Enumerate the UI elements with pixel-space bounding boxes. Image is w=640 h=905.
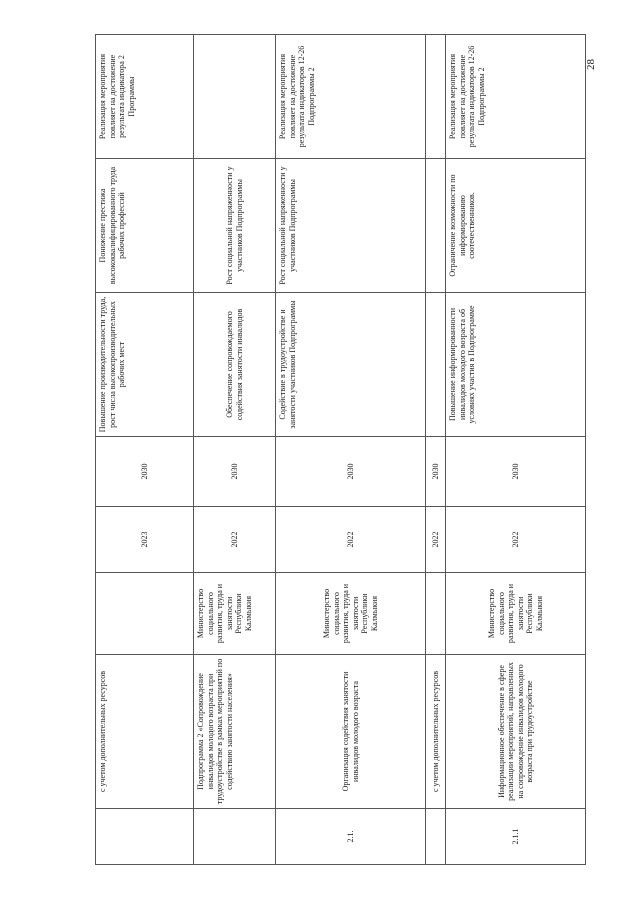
cell-number: 2.1.1 <box>446 809 586 865</box>
cell-start-year: 2022 <box>426 507 446 573</box>
cell-measure-name: Организация содействия занятости инвалидов молодого возраста <box>276 655 426 809</box>
cell-risk: Рост социальной напряженности у участников Подпрограммы <box>276 159 426 293</box>
cell-end-year: 2030 <box>96 437 194 507</box>
cell-expected-result: Обеспечение сопровождаемого содействия занятости инвалидов <box>194 293 276 437</box>
cell-measure-name: Подпрограмма 2 «Сопровождение инвалидов молодого возраста при трудоустройстве в рамках мероприятий по содействию занятости населения» <box>194 655 276 809</box>
cell-executor: Министерство социального развития, труда и занятости Республики Калмыкия <box>194 573 276 655</box>
cell-end-year: 2030 <box>426 437 446 507</box>
cell-risk: Рост социальной напряженности у участников Подпрограммы <box>194 159 276 293</box>
cell-executor: Министерство социального развития, труда и занятости Республики Калмыкия <box>446 573 586 655</box>
program-table-sheet <box>95 35 585 865</box>
cell-risk: Ограничение возможности по информированию соотечественников. <box>446 159 586 293</box>
cell-number <box>426 809 446 865</box>
program-measures-table <box>95 34 586 865</box>
cell-start-year: 2022 <box>276 507 426 573</box>
cell-indicator-link: Реализация мероприятия повлияет на достижение результата индикаторов 12-26 Подпрограммы 2 <box>276 35 426 159</box>
cell-indicator-link: Реализация мероприятия повлияет на достижение результата индикаторов 12-26 Подпрограммы 2 <box>446 35 586 159</box>
cell-end-year: 2030 <box>194 437 276 507</box>
cell-indicator-link: Реализация мероприятия повлияет на достижение результата индикатора 2 Программы <box>96 35 194 159</box>
table-row <box>276 35 426 865</box>
cell-measure-name: с учетом дополнительных ресурсов <box>96 655 194 809</box>
cell-start-year: 2023 <box>96 507 194 573</box>
cell-risk <box>426 159 446 293</box>
table-row <box>194 35 276 865</box>
table-row <box>96 35 194 865</box>
cell-expected-result: Содействие в трудоустройстве и занятости участников Подпрограммы <box>276 293 426 437</box>
cell-expected-result: Повышение производительности труда, рост числа высокопроизводительных рабочих мест <box>96 293 194 437</box>
cell-number <box>96 809 194 865</box>
cell-number: 2.1. <box>276 809 426 865</box>
cell-executor <box>426 573 446 655</box>
cell-risk: Понижение престижа высококвалифицированного труда рабочих профессий <box>96 159 194 293</box>
cell-measure-name: с учетом дополнительных ресурсов <box>426 655 446 809</box>
cell-start-year: 2022 <box>446 507 586 573</box>
table-row <box>426 35 446 865</box>
cell-end-year: 2030 <box>276 437 426 507</box>
cell-start-year: 2022 <box>194 507 276 573</box>
table-row <box>446 35 586 865</box>
cell-indicator-link <box>426 35 446 159</box>
cell-expected-result <box>426 293 446 437</box>
cell-executor: Министерство социального развития, труда и занятости Республики Калмыкия <box>276 573 426 655</box>
cell-executor <box>96 573 194 655</box>
page-number: 28 <box>585 59 597 70</box>
cell-expected-result: Повышение информированности инвалидов молодого возраста об условиях участия в Подпрограмме <box>446 293 586 437</box>
cell-indicator-link <box>194 35 276 159</box>
cell-number <box>194 809 276 865</box>
cell-measure-name: Информационное обеспечение в сфере реализации мероприятий, направленных на сопровождение инвалидов молодого возраста при трудоустройстве <box>446 655 586 809</box>
cell-end-year: 2030 <box>446 437 586 507</box>
